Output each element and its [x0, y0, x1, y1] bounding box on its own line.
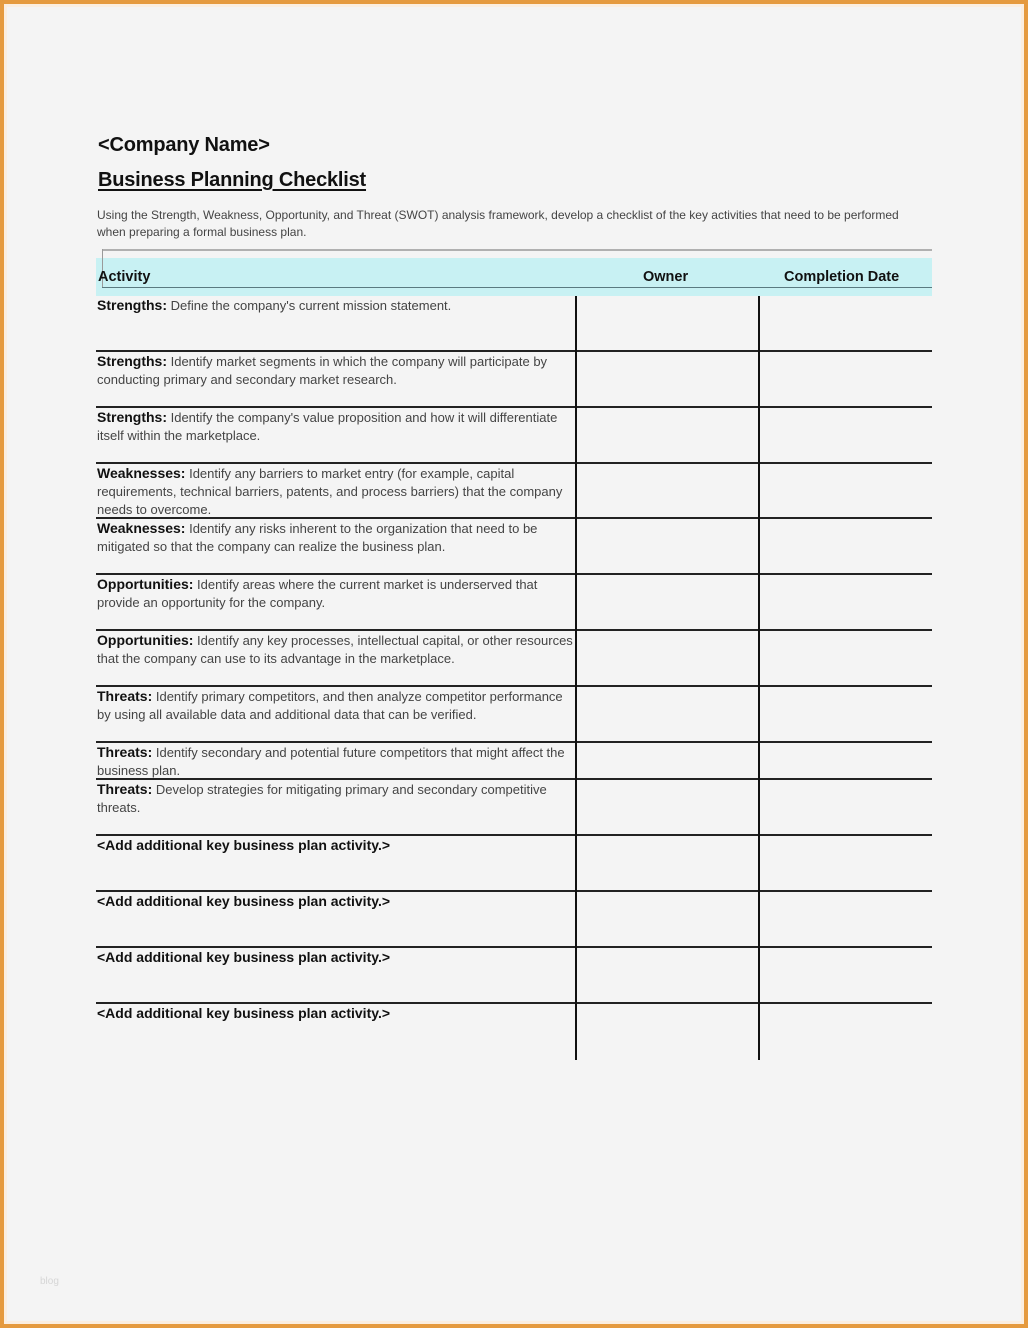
owner-cell[interactable]	[578, 519, 758, 571]
category-label: Weaknesses:	[97, 520, 186, 536]
owner-cell[interactable]	[578, 836, 758, 888]
owner-cell[interactable]	[578, 948, 758, 1000]
owner-cell[interactable]	[578, 780, 758, 832]
column-divider-date	[758, 296, 760, 1060]
category-label: Threats:	[97, 688, 153, 704]
add-activity-placeholder[interactable]: <Add additional key business plan activity.>	[97, 837, 391, 853]
table-top-rule	[102, 249, 932, 251]
completion-date-cell[interactable]	[761, 519, 931, 571]
column-header-activity: Activity	[98, 269, 151, 285]
activity-text: Identify areas where the current market is underserved that provide an opportunity for the company.	[97, 577, 538, 610]
activity-cell[interactable]	[97, 352, 577, 389]
owner-cell[interactable]	[578, 464, 758, 516]
category-label: Strengths:	[97, 353, 167, 369]
owner-cell[interactable]	[578, 408, 758, 460]
owner-cell[interactable]	[578, 687, 758, 739]
activity-cell[interactable]	[97, 464, 577, 519]
owner-cell[interactable]	[578, 892, 758, 944]
column-header-completion-date: Completion Date	[784, 269, 900, 285]
completion-date-cell[interactable]	[761, 836, 931, 888]
add-activity-placeholder[interactable]: <Add additional key business plan activity.>	[97, 1005, 391, 1021]
activity-text: Develop strategies for mitigating primary and secondary competitive threats.	[97, 782, 547, 815]
activity-cell[interactable]	[97, 296, 577, 315]
owner-cell[interactable]	[578, 575, 758, 627]
category-label: Weaknesses:	[97, 465, 186, 481]
category-label: Opportunities:	[97, 632, 194, 648]
category-label: Opportunities:	[97, 576, 194, 592]
activity-cell[interactable]	[97, 780, 577, 817]
activity-text: Identify any barriers to market entry (for example, capital requirements, technical barriers, patents, and process barriers) that the company needs to overcome.	[97, 466, 563, 517]
completion-date-cell[interactable]	[761, 408, 931, 460]
activity-text: Identify market segments in which the company will participate by conducting primary and secondary market research.	[97, 354, 548, 387]
activity-cell[interactable]	[97, 519, 577, 556]
intro-paragraph: Using the Strength, Weakness, Opportunity, and Threat (SWOT) analysis framework, develop a checklist of the key activities that need to be performed when preparing a formal business plan.	[97, 208, 899, 239]
category-label: Strengths:	[97, 409, 167, 425]
company-name: <Company Name>	[98, 134, 270, 156]
column-divider-owner	[575, 296, 577, 1060]
completion-date-cell[interactable]	[761, 296, 931, 348]
owner-cell[interactable]	[578, 1004, 758, 1056]
watermark: blog	[40, 1276, 59, 1287]
owner-cell[interactable]	[578, 296, 758, 348]
table-header-rule	[102, 287, 932, 288]
activity-cell[interactable]	[97, 743, 577, 780]
completion-date-cell[interactable]	[761, 687, 931, 739]
completion-date-cell[interactable]	[761, 464, 931, 516]
owner-cell[interactable]	[578, 352, 758, 404]
activity-text: Identify primary competitors, and then analyze competitor performance by using all available data and additional data that can be verified.	[97, 689, 563, 722]
completion-date-cell[interactable]	[761, 948, 931, 1000]
category-label: Threats:	[97, 744, 153, 760]
activity-cell[interactable]	[97, 631, 577, 668]
owner-cell[interactable]	[578, 631, 758, 683]
completion-date-cell[interactable]	[761, 892, 931, 944]
add-activity-placeholder[interactable]: <Add additional key business plan activity.>	[97, 893, 391, 909]
document-title: Business Planning Checklist	[98, 169, 367, 191]
add-activity-placeholder[interactable]: <Add additional key business plan activity.>	[97, 949, 391, 965]
completion-date-cell[interactable]	[761, 631, 931, 683]
category-label: Strengths:	[97, 297, 167, 313]
completion-date-cell[interactable]	[761, 780, 931, 832]
activity-text: Identify any risks inherent to the organization that need to be mitigated so that the company can realize the business plan.	[97, 521, 538, 554]
activity-text: Define the company's current mission statement.	[167, 298, 452, 313]
activity-text: Identify the company's value proposition and how it will differentiate itself within the marketplace.	[97, 410, 558, 443]
completion-date-cell[interactable]	[761, 352, 931, 404]
activity-cell[interactable]	[97, 408, 577, 445]
activity-cell[interactable]	[97, 575, 577, 612]
activity-cell[interactable]	[97, 687, 577, 724]
column-header-owner: Owner	[643, 269, 689, 285]
activity-text: Identify any key processes, intellectual capital, or other resources that the company can use to its advantage in the marketplace.	[97, 633, 573, 666]
completion-date-cell[interactable]	[761, 1004, 931, 1056]
category-label: Threats:	[97, 781, 153, 797]
activity-text: Identify secondary and potential future competitors that might affect the business plan.	[97, 745, 565, 778]
completion-date-cell[interactable]	[761, 575, 931, 627]
